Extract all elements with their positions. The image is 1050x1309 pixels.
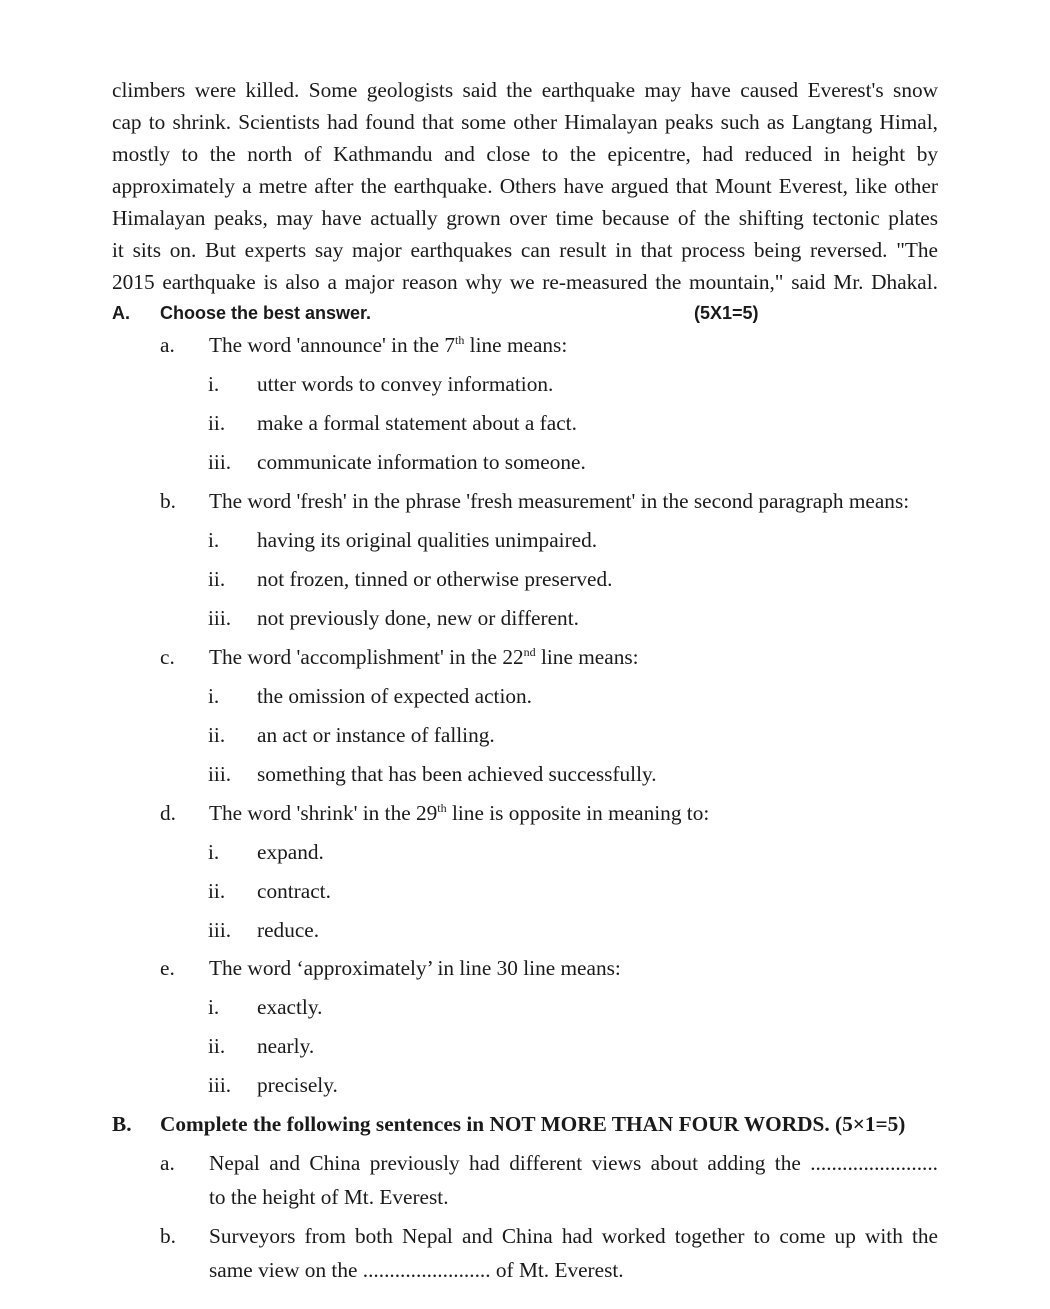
- option: [208, 446, 908, 478]
- option-text: not frozen, tinned or otherwise preserved.: [257, 567, 613, 591]
- option-text: having its original qualities unimpaired.: [257, 528, 598, 552]
- question-letter: a.: [160, 1151, 175, 1175]
- passage-line: Himalayan peaks, may have actually grown over time because of the shifting tectonic plates: [112, 206, 938, 230]
- question-text: [209, 329, 567, 361]
- question-letter: c.: [160, 645, 175, 669]
- passage-paragraph: [112, 74, 938, 298]
- passage-line: approximately a metre after the earthquake. Others have argued that Mount Everest, like other: [112, 174, 938, 198]
- option-number: iii.: [208, 606, 232, 630]
- option: [208, 758, 908, 790]
- option: [208, 836, 908, 868]
- question-line: to the height of Mt. Everest.: [209, 1185, 449, 1209]
- superscript: th: [437, 800, 447, 815]
- question-letter: b.: [160, 489, 176, 513]
- question-line: same view on the ........................ of Mt. Everest.: [209, 1258, 624, 1282]
- question-text: [209, 797, 709, 829]
- section-title: Choose the best answer.: [160, 303, 372, 323]
- question-text: [209, 641, 639, 673]
- option-number: ii.: [208, 411, 226, 435]
- section-title: Complete the following sentences in NOT MORE THAN FOUR WORDS. (5×1=5): [160, 1112, 906, 1136]
- question-text: The word 'fresh' in the phrase 'fresh measurement' in the second paragraph means:: [209, 489, 910, 513]
- option-text: nearly.: [257, 1034, 315, 1058]
- option-number: i.: [208, 995, 220, 1019]
- option-text: exactly.: [257, 995, 323, 1019]
- option-number: ii.: [208, 567, 226, 591]
- option-number: i.: [208, 528, 220, 552]
- question-text-part: line is opposite in meaning to:: [446, 801, 710, 825]
- option-number: iii.: [208, 1073, 232, 1097]
- passage-line: it sits on. But experts say major earthquakes can result in that process being reversed. "The: [112, 238, 938, 262]
- option-text: contract.: [257, 879, 331, 903]
- question-text: [209, 1146, 938, 1214]
- question-text-part: The word 'announce' in the 7: [209, 333, 456, 357]
- passage-line: 2015 earthquake is also a major reason why we re-measured the mountain," said Mr. Dhakal.: [112, 270, 938, 294]
- question-line: Surveyors from both Nepal and China had worked together to come up with the: [209, 1224, 938, 1248]
- option: [208, 875, 908, 907]
- option-number: i.: [208, 840, 220, 864]
- option: [208, 991, 908, 1023]
- section-a-heading: [112, 303, 938, 329]
- question-letter: b.: [160, 1224, 176, 1248]
- question-letter: d.: [160, 801, 176, 825]
- option: [208, 602, 908, 634]
- option-number: ii.: [208, 879, 226, 903]
- option-number: ii.: [208, 1034, 226, 1058]
- question-text-part: line means:: [535, 645, 639, 669]
- section-letter: A.: [112, 303, 130, 323]
- option-text: expand.: [257, 840, 324, 864]
- section-b-heading: [112, 1108, 938, 1140]
- option: [208, 368, 908, 400]
- option-text: make a formal statement about a fact.: [257, 411, 577, 435]
- option: [208, 1030, 908, 1062]
- option-text: communicate information to someone.: [257, 450, 586, 474]
- question-a: [160, 329, 940, 361]
- option: [208, 407, 908, 439]
- option-number: iii.: [208, 450, 232, 474]
- question-d: [160, 797, 940, 829]
- option-text: the omission of expected action.: [257, 684, 533, 708]
- question-line: Nepal and China previously had different views about adding the ........................: [209, 1151, 938, 1175]
- option-text: not previously done, new or different.: [257, 606, 579, 630]
- question-text-part: The word 'shrink' in the 29: [209, 801, 438, 825]
- question-letter: e.: [160, 956, 175, 980]
- question-c: [160, 641, 940, 673]
- question-text-part: line means:: [464, 333, 568, 357]
- question-text: The word ‘approximately’ in line 30 line means:: [209, 956, 621, 980]
- question-e: [160, 952, 940, 984]
- option-text: something that has been achieved successfully.: [257, 762, 657, 786]
- question-text: [209, 1219, 938, 1287]
- superscript: th: [455, 332, 465, 347]
- option: [208, 914, 908, 946]
- option: [208, 719, 908, 751]
- question-b: [160, 485, 940, 517]
- section-marks: (5X1=5): [694, 303, 759, 323]
- option-text: utter words to convey information.: [257, 372, 554, 396]
- option-text: an act or instance of falling.: [257, 723, 495, 747]
- passage-line: climbers were killed. Some geologists said the earthquake may have caused Everest's snow: [112, 78, 938, 102]
- option-number: iii.: [208, 762, 232, 786]
- passage-line: mostly to the north of Kathmandu and close to the epicentre, had reduced in height by: [112, 142, 938, 166]
- section-letter: B.: [112, 1112, 132, 1136]
- option-text: reduce.: [257, 918, 320, 942]
- option-text: precisely.: [257, 1073, 338, 1097]
- passage-line: cap to shrink. Scientists had found that some other Himalayan peaks such as Langtang Himal,: [112, 110, 938, 134]
- option: [208, 1069, 908, 1101]
- superscript: nd: [523, 644, 536, 659]
- option: [208, 680, 908, 712]
- option-number: ii.: [208, 723, 226, 747]
- option-number: i.: [208, 684, 220, 708]
- question-text-part: The word 'accomplishment' in the 22: [209, 645, 524, 669]
- option-number: i.: [208, 372, 220, 396]
- option: [208, 563, 908, 595]
- question-letter: a.: [160, 333, 175, 357]
- option-number: iii.: [208, 918, 232, 942]
- option: [208, 524, 908, 556]
